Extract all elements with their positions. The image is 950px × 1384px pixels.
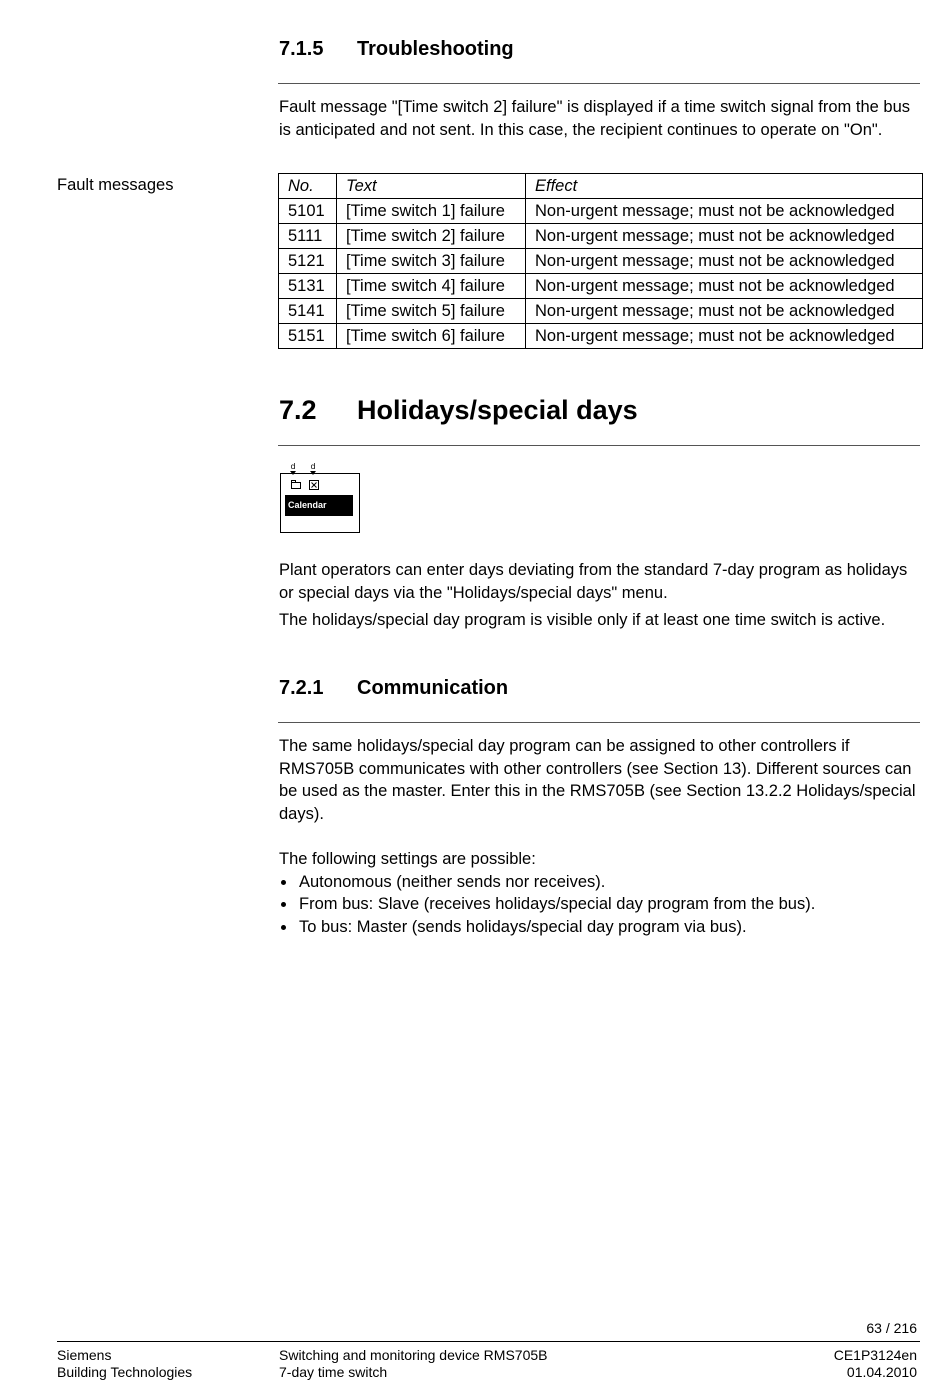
- fault-effect: Non-urgent message; must not be acknowledged: [526, 274, 923, 299]
- fault-text: [Time switch 5] failure: [337, 299, 526, 324]
- table-row: [279, 324, 923, 349]
- cross-box-icon: [309, 480, 319, 490]
- section-title-holidays: Holidays/special days: [357, 395, 638, 425]
- fault-text: [Time switch 4] failure: [337, 274, 526, 299]
- table-row: [279, 199, 923, 224]
- fault-table: [278, 173, 923, 349]
- communication-paragraph-1: [279, 735, 924, 825]
- fault-effect: Non-urgent message; must not be acknowledged: [526, 249, 923, 274]
- communication-text-1: The same holidays/special day program can be assigned to other controllers if RMS705B communicates with other controllers (see Section 13). Different sources can be used as the master. Enter this in the RMS705B (see Section 13.2.2 Holidays/special days).: [279, 737, 916, 823]
- section-title-communication: Communication: [357, 677, 509, 699]
- holidays-text-1: Plant operators can enter days deviating from the standard 7-day program as holidays or special days via the "Holidays/special days" menu.: [279, 561, 908, 602]
- section-number-7-1-5: 7.1.5: [279, 38, 324, 60]
- section-number-7-2: 7.2: [279, 395, 317, 425]
- list-item: Autonomous (neither sends nor receives).: [279, 871, 924, 894]
- footer-company-line-1: Siemens: [57, 1347, 112, 1363]
- folder-icon: [291, 480, 301, 489]
- display-screen-label: Calendar: [285, 495, 353, 516]
- table-header-row: [279, 174, 923, 199]
- fault-number: 5131: [279, 274, 337, 299]
- fault-messages-label: Fault messages: [57, 176, 174, 194]
- troubleshooting-paragraph: [279, 96, 924, 141]
- table-row: [279, 249, 923, 274]
- page-number: 63 / 216: [866, 1320, 917, 1336]
- column-header-text: Text: [337, 174, 526, 199]
- fault-text: [Time switch 1] failure: [337, 199, 526, 224]
- fault-number: 5111: [279, 224, 337, 249]
- footer-document-code: CE1P3124en: [833, 1347, 917, 1363]
- fault-text: [Time switch 2] failure: [337, 224, 526, 249]
- table-row: [279, 224, 923, 249]
- holidays-paragraph-2: [279, 609, 924, 632]
- fault-effect: Non-urgent message; must not be acknowledged: [526, 199, 923, 224]
- table-row: [279, 299, 923, 324]
- footer-company-line-2: Building Technologies: [57, 1364, 193, 1380]
- footer-company: [57, 1347, 192, 1381]
- section-title-troubleshooting: Troubleshooting: [357, 38, 514, 60]
- section-rule: [278, 722, 920, 723]
- footer-document: [279, 1347, 547, 1381]
- holidays-paragraph-1: [279, 559, 924, 604]
- fault-text: [Time switch 6] failure: [337, 324, 526, 349]
- fault-number: 5101: [279, 199, 337, 224]
- communication-text-2: The following settings are possible:: [279, 850, 536, 868]
- footer-rule: [57, 1341, 920, 1342]
- fault-number: 5141: [279, 299, 337, 324]
- footer-document-line-2: 7-day time switch: [279, 1364, 388, 1380]
- footer-document-line-1: Switching and monitoring device RMS705B: [279, 1347, 548, 1363]
- device-display-icon: [280, 473, 360, 533]
- list-item: To bus: Master (sends holidays/special day program via bus).: [279, 916, 924, 939]
- svg-text:d: d: [310, 462, 316, 471]
- section-rule: [278, 445, 920, 446]
- table-row: [279, 274, 923, 299]
- fault-number: 5121: [279, 249, 337, 274]
- settings-list: [279, 871, 924, 939]
- communication-paragraph-2: [279, 848, 924, 938]
- column-header-no: No.: [279, 174, 337, 199]
- troubleshooting-text: Fault message "[Time switch 2] failure" is displayed if a time switch signal from the bus is anticipated and not sent. In this case, the recipient continues to operate on "On".: [279, 98, 911, 139]
- fault-effect: Non-urgent message; must not be acknowledged: [526, 224, 923, 249]
- footer-code: [834, 1347, 917, 1381]
- fault-text: [Time switch 3] failure: [337, 249, 526, 274]
- holidays-text-2: The holidays/special day program is visible only if at least one time switch is active.: [279, 611, 886, 629]
- list-item: From bus: Slave (receives holidays/special day program from the bus).: [279, 893, 924, 916]
- fault-effect: Non-urgent message; must not be acknowledged: [526, 299, 923, 324]
- svg-text:d: d: [290, 462, 296, 471]
- fault-number: 5151: [279, 324, 337, 349]
- column-header-effect: Effect: [526, 174, 923, 199]
- section-number-7-2-1: 7.2.1: [279, 677, 324, 699]
- footer-date: 01.04.2010: [846, 1364, 917, 1380]
- section-rule: [278, 83, 920, 84]
- fault-effect: Non-urgent message; must not be acknowledged: [526, 324, 923, 349]
